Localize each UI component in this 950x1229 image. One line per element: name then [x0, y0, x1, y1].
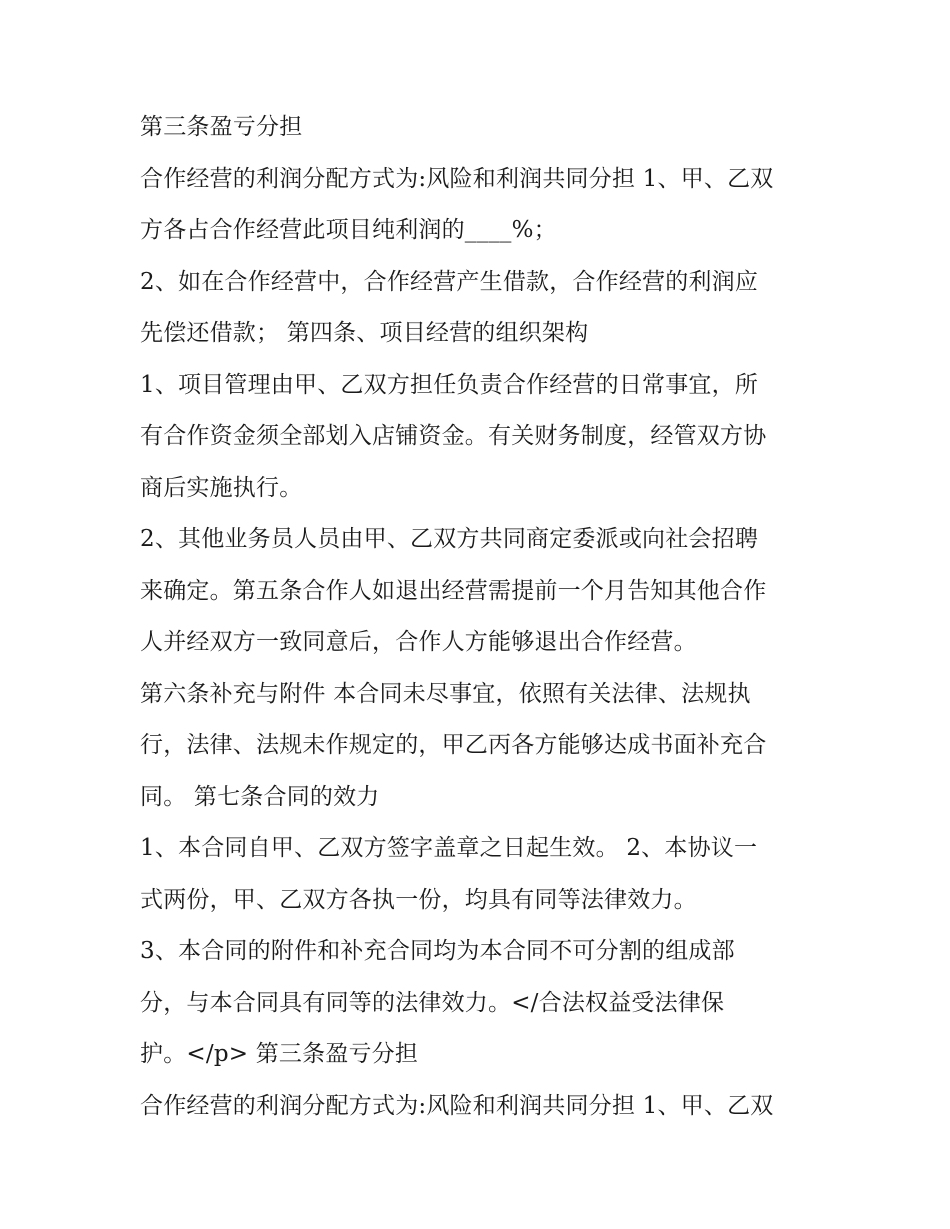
text-line: 先偿还借款； 第四条、项目经营的组织架构 [140, 320, 589, 346]
text-line: 1、项目管理由甲、乙双方担任负责合作经营的日常事宜，所 [140, 371, 759, 398]
text-line: 合作经营的利润分配方式为:风险和利润共同分担 1、甲、乙双 [140, 165, 774, 192]
text-line: 第六条补充与附件 本合同未尽事宜，依照有关法律、法规执 [140, 680, 751, 707]
text-line: 来确定。第五条合作人如退出经营需提前一个月告知其他合作 [140, 577, 767, 604]
text-line: 护。</p> 第三条盈亏分担 [140, 1041, 419, 1067]
text-line: 有合作资金须全部划入店铺资金。有关财务制度，经管双方协 [140, 423, 767, 449]
text-line: 式两份，甲、乙双方各执一份，均具有同等法律效力。 [140, 886, 697, 913]
text-line: 2、其他业务员人员由甲、乙双方共同商定委派或向社会招聘 [140, 526, 759, 552]
text-line: 同。 第七条合同的效力 [140, 783, 380, 810]
text-line: 方各占合作经营此项目纯利润的____%； [140, 217, 557, 243]
text-line: 2、如在合作经营中，合作经营产生借款，合作经营的利润应 [140, 268, 759, 295]
text-line: 分，与本合同具有同等的法律效力。</合法权益受法律保 [140, 989, 725, 1016]
text-line: 商后实施执行。 [140, 474, 303, 501]
text-line: 人并经双方一致同意后，合作人方能够退出合作经营。 [140, 629, 697, 655]
text-line: 第三条盈亏分担 [140, 114, 303, 140]
document-body [140, 102, 830, 1132]
text-line: 行，法律、法规未作规定的，甲乙丙各方能够达成书面补充合 [140, 732, 767, 758]
text-line: 3、本合同的附件和补充合同均为本合同不可分割的组成部 [140, 938, 735, 964]
text-line: 合作经营的利润分配方式为:风险和利润共同分担 1、甲、乙双 [140, 1092, 774, 1119]
text-line: 1、本合同自甲、乙双方签字盖章之日起生效。 2、本协议一 [140, 835, 758, 861]
